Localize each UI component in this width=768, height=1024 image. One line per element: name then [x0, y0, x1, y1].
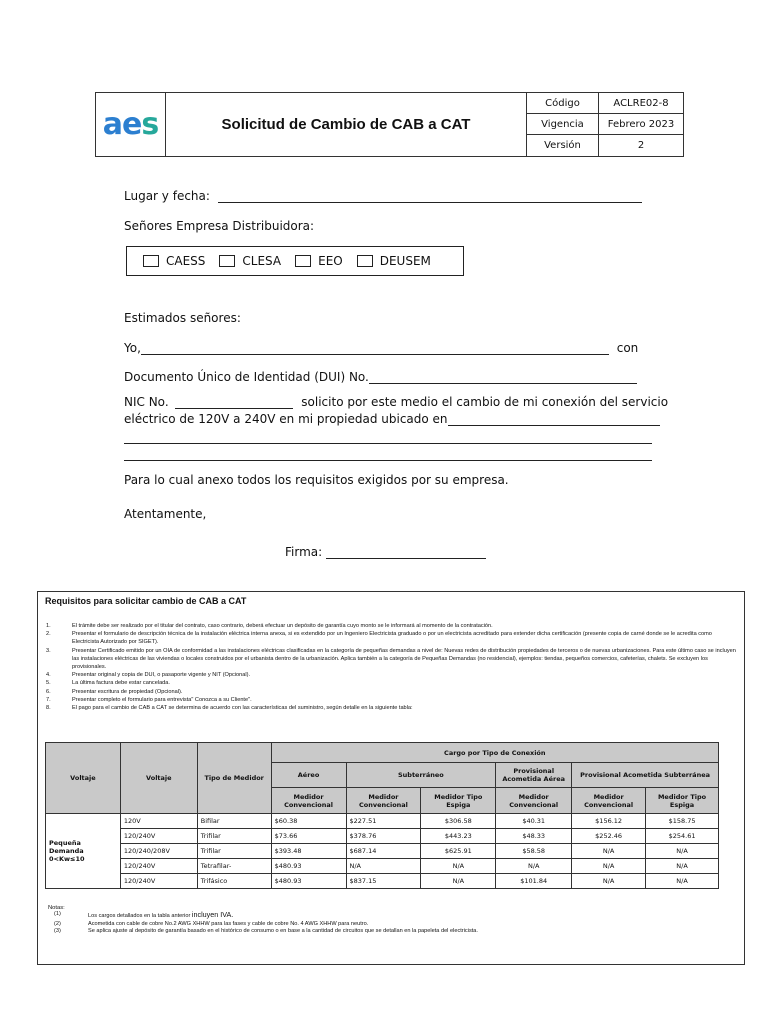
option-deusem[interactable]: DEUSEM: [357, 254, 431, 268]
th-sub: Medidor Tipo Espiga: [646, 788, 719, 814]
table-row: 120/240V Trifilar $73.66 $378.76 $443.23 $48.33 $252.46 $254.61: [46, 829, 719, 844]
ubicacion-line-2[interactable]: [124, 443, 652, 444]
table-row: 120/240V Trifásico $480.93 $837.15 N/A $101.84 N/A N/A: [46, 874, 719, 889]
requirements-box: [37, 591, 745, 965]
lugar-fecha-field[interactable]: [218, 191, 642, 203]
distribuidora-options: [126, 246, 464, 276]
tarifas-table: [45, 742, 719, 889]
firma-field[interactable]: [326, 547, 486, 559]
option-eeo[interactable]: EEO: [295, 254, 343, 268]
table-row: 120/240/208V Trifilar $393.48 $687.14 $625.91 $58.58 N/A N/A: [46, 844, 719, 859]
dui-line: Documento Único de Identidad (DUI) No.: [124, 370, 637, 384]
group-label: Pequeña Demanda 0<Kw≤10: [46, 814, 121, 889]
meta-value-codigo: ACLRE02-8: [599, 93, 683, 114]
firma-line: Firma:: [285, 545, 486, 559]
checkbox-eeo[interactable]: [295, 255, 311, 267]
th-aereo: Aéreo: [271, 763, 346, 788]
th-sub: Medidor Convencional: [271, 788, 346, 814]
requirement-item: 7. Presentar completo el formulario para entrevista" Conozca a su Cliente".: [46, 696, 252, 703]
atentamente-text: Atentamente,: [124, 507, 207, 521]
notes-heading: Notas:: [48, 905, 65, 911]
nic-line: NIC No. solicito por este medio el cambio de mi conexión del servicio: [124, 395, 669, 409]
yo-line: Yo, con: [124, 341, 639, 355]
th-subterraneo: Subterráneo: [346, 763, 496, 788]
th-sub: Medidor Convencional: [496, 788, 572, 814]
requirement-item: 8. El pago para el cambio de CAB a CAT se determina de acuerdo con las características del suministro, según detalle en la siguiente tabla:: [46, 705, 413, 712]
checkbox-clesa[interactable]: [219, 255, 235, 267]
meta-value-vigencia: Febrero 2023: [599, 114, 683, 135]
th-sub: Medidor Convencional: [346, 788, 421, 814]
ubicacion-field[interactable]: [448, 414, 660, 426]
lugar-fecha-label: Lugar y fecha:: [124, 189, 210, 203]
meta-label-version: Versión: [527, 135, 599, 156]
table-row: Pequeña Demanda 0<Kw≤10 120V Bifilar $60.38 $227.51 $306.58 $40.31 $156.12 $158.75: [46, 814, 719, 829]
requirement-item: 2. Presentar el formulario de descripción técnica de la instalación eléctrica interna anexa, si es extendido por un Ingeniero Electricista graduado o por un electricista acreditado para extender dicha certificación (presente copia de carné donde se le acredita como Electricista Autorizado por SIGET).: [46, 631, 712, 646]
th-cargo: Cargo por Tipo de Conexión: [271, 743, 718, 763]
nombre-field[interactable]: [141, 343, 609, 355]
document-header: [95, 92, 684, 157]
table-row: 120/240V Tetrafilar- $480.93 N/A N/A N/A N/A N/A: [46, 859, 719, 874]
th-prov-aerea: Provisional Acometida Aérea: [496, 763, 572, 788]
meta-value-version: 2: [637, 140, 645, 151]
dui-field[interactable]: [369, 372, 637, 384]
th-voltaje-1: Voltaje: [46, 743, 121, 814]
requirements-title: Requisitos para solicitar cambio de CAB a CAT: [45, 596, 247, 606]
note-item: (3) Se aplica ajuste al depósito de garantía basado en el histórico de consumo o en base a la cantidad de circuitos que se detallan en la papeleta del electricista.: [54, 928, 478, 935]
meta-label-codigo: Código: [527, 93, 599, 114]
lugar-fecha-line: [124, 189, 642, 203]
requirement-item: 5. La última factura debe estar cancelada.: [46, 680, 170, 687]
th-sub: Medidor Convencional: [572, 788, 646, 814]
requirements-list: [46, 622, 736, 712]
meta-label-vigencia: Vigencia: [527, 114, 599, 135]
estimados-label: Estimados señores:: [124, 311, 241, 325]
anexo-text: Para lo cual anexo todos los requisitos exigidos por su empresa.: [124, 473, 509, 487]
requirement-item: 4. Presentar original y copia de DUI, o pasaporte vigente y NIT (Opcional).: [46, 672, 251, 679]
notes: [48, 905, 728, 936]
th-sub: Medidor Tipo Espiga: [421, 788, 496, 814]
note-item: (2) Acometida con cable de cobre No.2 AWG XHHW para las fases y cable de cobre No. 4 AWG XHHW para neutro.: [54, 920, 369, 927]
th-prov-subterranea: Provisional Acometida Subterránea: [572, 763, 719, 788]
note-item: (1) Los cargos detallados en la tabla anterior incluyen IVA.: [54, 910, 234, 919]
requirement-item: 3. Presentar Certificado emitido por un OIA de conformidad a las instalaciones eléctricas clasificadas en la categoría de pequeñas demandas a nivel de: Nuevas redes de distribución propiedades de terceros o de nuevas urbanizaciones. Para este último caso se incluyen las instalaciones eléctricas de las viviendas o locales construidos por el urbanista dentro de la urbanización. Aplica también a la categoría de Pequeñas Demandas (no residencial), ejemplos: tiendas, pequeños comercios, cafeterías, chalets. Se excluyen los provisionales.: [46, 647, 736, 671]
electrico-line: eléctrico de 120V a 240V en mi propiedad ubicado en: [124, 412, 660, 426]
document-title: Solicitud de Cambio de CAB a CAT: [166, 93, 527, 156]
requirement-item: 6. Presentar escritura de propiedad (Opcional).: [46, 688, 183, 695]
ubicacion-line-3[interactable]: [124, 460, 652, 461]
nic-field[interactable]: [175, 397, 293, 409]
option-caess[interactable]: CAESS: [143, 254, 205, 268]
aes-logo: aes: [96, 93, 166, 156]
th-tipo-medidor: Tipo de Medidor: [197, 743, 271, 814]
checkbox-caess[interactable]: [143, 255, 159, 267]
th-voltaje-2: Voltaje: [120, 743, 197, 814]
senores-label: Señores Empresa Distribuidora:: [124, 219, 315, 233]
checkbox-deusem[interactable]: [357, 255, 373, 267]
document-meta: [527, 93, 683, 156]
option-clesa[interactable]: CLESA: [219, 254, 281, 268]
requirement-item: 1. El trámite debe ser realizado por el titular del contrato, caso contrario, deberá efectuar un depósito de garantía cuyo monto se le informará al momento de la contratación.: [46, 623, 493, 629]
